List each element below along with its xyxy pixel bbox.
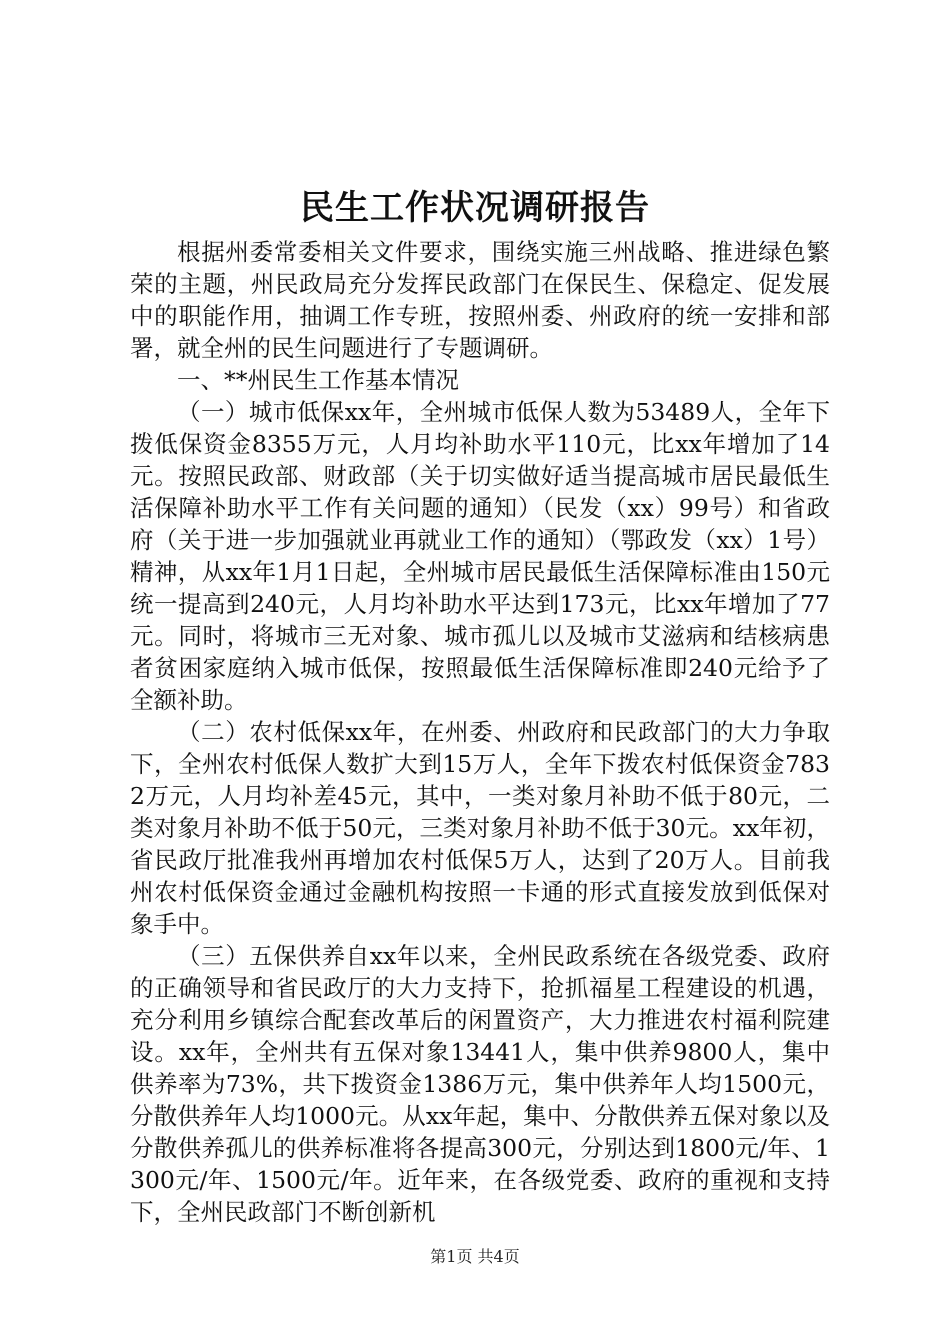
document-title: 民生工作状况调研报告 — [300, 188, 650, 228]
intro-paragraph: 根据州委常委相关文件要求，围绕实施三州战略、推进绿色繁荣的主题，州民政局充分发挥民政部门在保民生、保稳定、促发展中的职能作用，抽调工作专班，按照州委、州政府的统一安排和部署，就全州的民生问题进行了专题调研。 — [130, 238, 830, 362]
paragraph-five-guarantees: （三）五保供养自xx年以来，全州民政系统在各级党委、政府的正确领导和省民政厅的大力支持下，抢抓福星工程建设的机遇，充分利用乡镇综合配套改革后的闲置资产，大力推进农村福利院建设。xx年，全州共有五保对象13441人，集中供养9800人，集中供养率为73%，共下拨资金1386万元，集中供养年人均1500元，分散供养年人均1000元。从xx年起，集中、分散供养五保对象以及分散供养孤儿的供养标准将各提高300元，分别达到1800元/年、1300元/年、1500元/年。近年来，在各级党委、政府的重视和支持下，全州民政部门不断创新机 — [130, 942, 830, 1226]
paragraph-urban-subsistence: （一）城市低保xx年，全州城市低保人数为53489人，全年下拨低保资金8355万元，人月均补助水平110元，比xx年增加了14元。按照民政部、财政部（关于切实做好适当提高城市居民最低生活保障补助水平工作有关问题的通知）（民发（xx）99号）和省政府（关于进一步加强就业再就业工作的通知）（鄂政发（xx）1号）精神，从xx年1月1日起，全州城市居民最低生活保障标准由150元统一提高到240元，人月均补助水平达到173元，比xx年增加了77元。同时，将城市三无对象、城市孤儿以及城市艾滋病和结核病患者贫困家庭纳入城市低保，按照最低生活保障标准即240元给予了全额补助。 — [130, 398, 830, 714]
paragraph-rural-subsistence: （二）农村低保xx年，在州委、州政府和民政部门的大力争取下，全州农村低保人数扩大到15万人，全年下拨农村低保资金7832万元，人月均补差45元，其中，一类对象月补助不低于80元，二类对象月补助不低于50元，三类对象月补助不低于30元。xx年初，省民政厅批准我州再增加农村低保5万人，达到了20万人。目前我州农村低保资金通过金融机构按照一卡通的形式直接发放到低保对象手中。 — [130, 718, 830, 938]
document-body — [130, 236, 830, 1228]
section-heading: 一、**州民生工作基本情况 — [177, 366, 459, 394]
page-footer: 第1页 共4页 — [430, 1247, 520, 1266]
